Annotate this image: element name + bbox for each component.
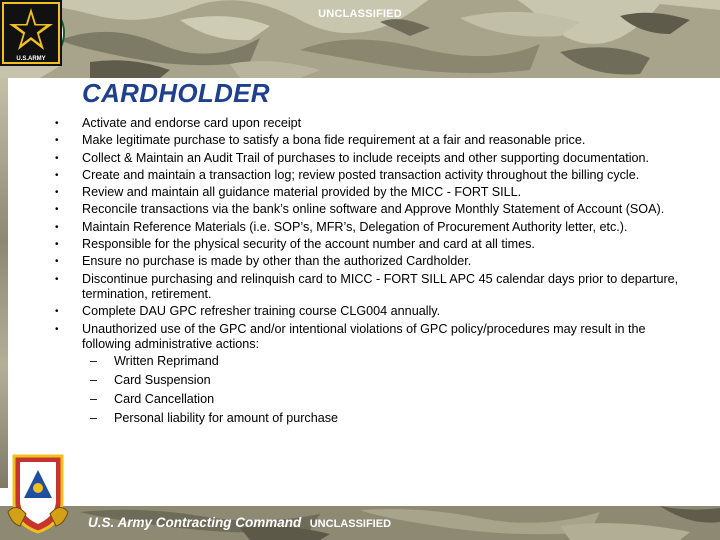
bullet-icon: • — [55, 169, 59, 181]
list-item-text: Unauthorized use of the GPC and/or intentional violations of GPC policy/procedures may result in the following administrative actions: — [82, 321, 646, 351]
list-item — [52, 133, 692, 148]
page-title: CARDHOLDER — [82, 78, 270, 108]
footer-organization: U.S. Army Contracting Command — [88, 515, 302, 530]
bullet-icon: • — [55, 204, 59, 216]
army-star-icon — [0, 0, 62, 66]
sub-list-item — [52, 373, 692, 388]
list-item — [52, 202, 692, 217]
list-item-text: Responsible for the physical security of the account number and card at all times. — [82, 237, 535, 252]
sub-list-item-text: Personal liability for amount of purchase — [114, 410, 339, 425]
list-item-text: Make legitimate purchase to satisfy a bona fide requirement at a fair and reasonable price. — [82, 133, 586, 148]
bullet-icon: • — [55, 152, 59, 164]
bullet-icon: • — [55, 135, 59, 147]
list-item-text: Activate and endorse card upon receipt — [82, 116, 302, 130]
bullet-icon: • — [55, 323, 59, 335]
list-item — [52, 254, 692, 269]
list-item — [52, 272, 692, 303]
sub-list-item — [52, 411, 692, 426]
list-item-text: Reconcile transactions via the bank’s online software and Approve Monthly Statement of Account (SOA). — [82, 202, 665, 217]
dash-icon: – — [90, 410, 98, 425]
unit-emblem-icon — [6, 452, 70, 534]
bullet-icon: • — [55, 187, 59, 199]
dash-icon: – — [90, 354, 98, 369]
list-item — [52, 220, 692, 235]
list-item — [52, 151, 692, 166]
list-item-text: Review and maintain all guidance material provided by the MICC - FORT SILL. — [82, 185, 522, 200]
bullet-icon: • — [55, 306, 59, 318]
dash-icon: – — [90, 391, 98, 406]
list-item — [52, 168, 692, 183]
bullet-icon: • — [55, 239, 59, 251]
sub-list-item-text: Card Cancellation — [114, 391, 215, 406]
list-item — [52, 237, 692, 252]
list-item — [52, 185, 692, 200]
list-item-text: Collect & Maintain an Audit Trail of purchases to include receipts and other supporting documentation. — [82, 150, 650, 165]
list-item-text: Complete DAU GPC refresher training course CLG004 annually. — [82, 304, 441, 319]
header-classification: UNCLASSIFIED — [318, 8, 402, 20]
header-banner — [0, 0, 720, 78]
left-camo-strip — [0, 78, 8, 488]
list-item-text: Ensure no purchase is made by other than the authorized Cardholder. — [82, 254, 472, 269]
bullet-icon: • — [55, 256, 59, 268]
bullet-icon: • — [55, 273, 59, 285]
list-item — [52, 304, 692, 319]
sub-list-item — [52, 354, 692, 369]
footer-banner — [0, 506, 720, 540]
list-item — [52, 322, 692, 353]
bullet-list — [52, 116, 692, 430]
list-item-text: Maintain Reference Materials (i.e. SOP’s, MFR’s, Delegation of Procurement Authority letter, etc.). — [82, 219, 628, 234]
list-item-text: Create and maintain a transaction log; review posted transaction activity throughout the billing cycle. — [82, 167, 640, 182]
footer-classification: UNCLASSIFIED — [309, 518, 392, 530]
army-logo-text: U.S.ARMY — [16, 56, 46, 62]
footer-text — [88, 514, 391, 532]
sub-list-item — [52, 392, 692, 407]
bullet-icon: • — [55, 118, 59, 129]
list-item — [52, 116, 692, 131]
list-item-text: Discontinue purchasing and relinquish card to MICC - FORT SILL APC 45 calendar days prior to departure, termination, retirement. — [82, 271, 679, 301]
sub-list-item-text: Card Suspension — [114, 373, 211, 388]
dash-icon: – — [90, 373, 98, 388]
sub-list-item-text: Written Reprimand — [114, 354, 219, 369]
bullet-icon: • — [55, 221, 59, 233]
